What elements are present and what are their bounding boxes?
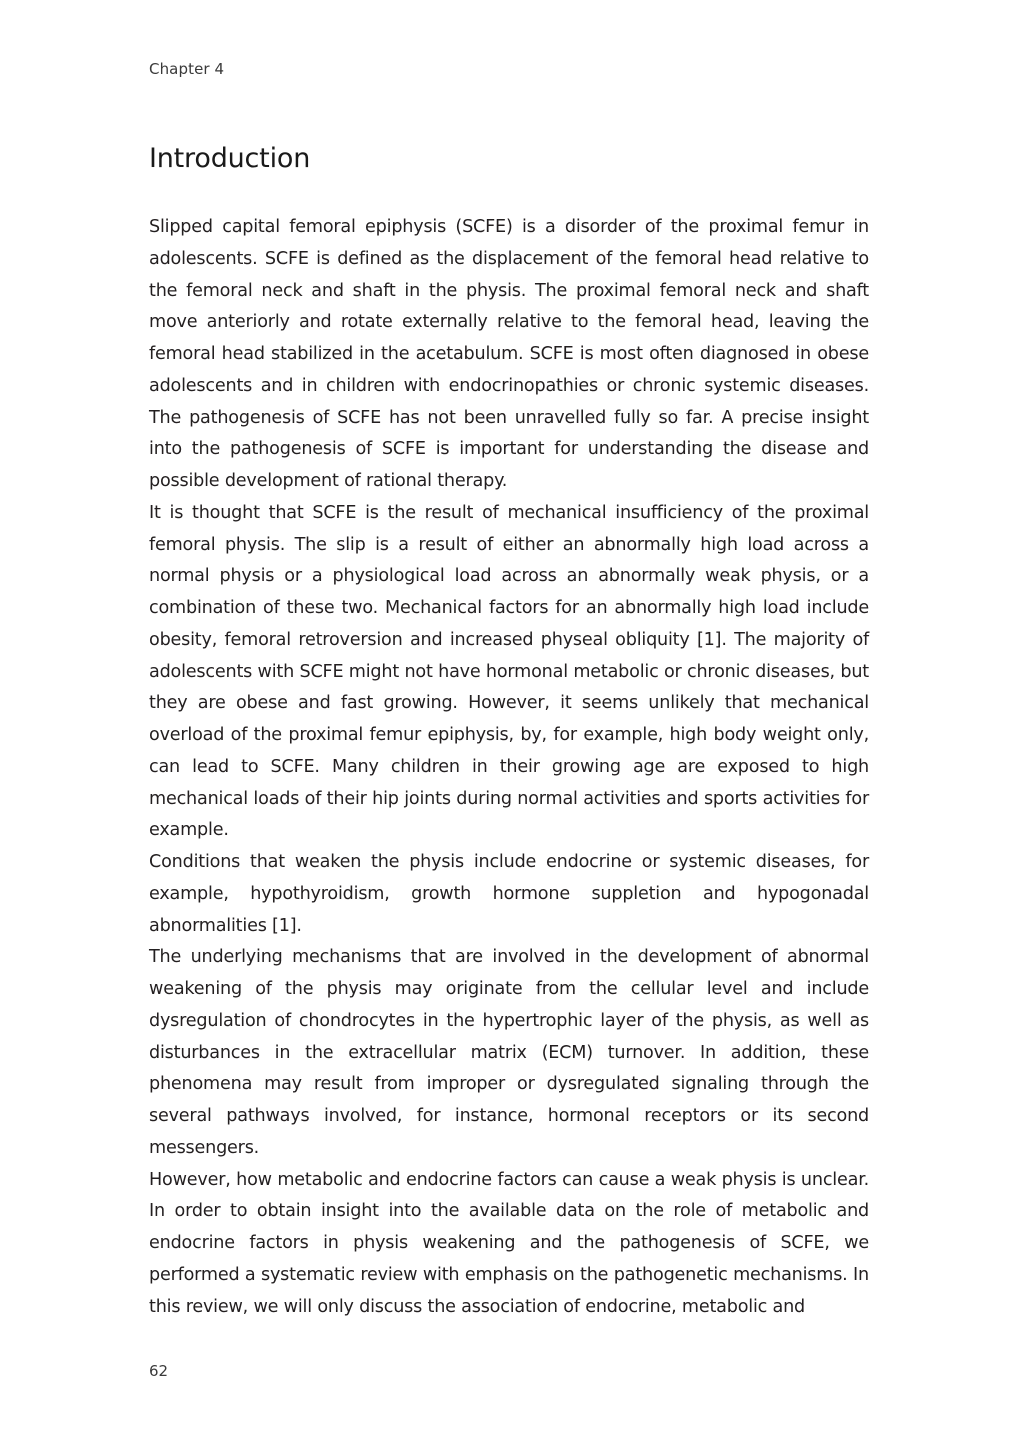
running-header: Chapter 4: [149, 60, 225, 78]
paragraph: The underlying mechanisms that are involved in the development of abnormal weakening of the physis may originate from the cellular level and include dysregulation of chondrocytes in the hypertrophic layer of the physis, as well as disturbances in the extracellular matrix (ECM) turnover. In addition, these phenomena may result from improper or dysregulated signaling through the several pathways involved, for instance, hormonal receptors or its second messengers.: [149, 947, 869, 1158]
page-number: 62: [149, 1362, 169, 1380]
paragraph: However, how metabolic and endocrine factors can cause a weak physis is unclear. In order to obtain insight into the available data on the role of metabolic and endocrine factors in physis weakening and the pathogenesis of SCFE, we performed a systematic review with emphasis on the pathogenetic mechanisms. In this review, we will only discuss the association of endocrine, metabolic and: [149, 1169, 869, 1317]
paragraph: Slipped capital femoral epiphysis (SCFE) is a disorder of the proximal femur in adolescents. SCFE is defined as the displacement of the femoral head relative to the femoral neck and shaft in the physis. The proximal femoral neck and shaft move anteriorly and rotate externally relative to the femoral head, leaving the femoral head stabilized in the acetabulum. SCFE is most often diagnosed in obese adolescents and in children with endocrinopathies or chronic systemic diseases. The pathogenesis of SCFE has not been unravelled fully so far. A precise insight into the pathogenesis of SCFE is important for understanding the disease and possible development of rational therapy.: [149, 217, 869, 491]
body-text: [149, 212, 869, 1323]
paragraph: Conditions that weaken the physis include endocrine or systemic diseases, for example, hypothyroidism, growth hormone suppletion and hypogonadal abnormalities [1].: [149, 852, 869, 936]
section-title: Introduction: [149, 143, 311, 174]
paragraph: It is thought that SCFE is the result of mechanical insufficiency of the proximal femoral physis. The slip is a result of either an abnormally high load across a normal physis or a physiological load across an abnormally weak physis, or a combination of these two. Mechanical factors for an abnormally high load include obesity, femoral retroversion and increased physeal obliquity [1]. The majority of adolescents with SCFE might not have hormonal metabolic or chronic diseases, but they are obese and fast growing. However, it seems unlikely that mechanical overload of the proximal femur epiphysis, by, for example, high body weight only, can lead to SCFE. Many children in their growing age are exposed to high mechanical loads of their hip joints during normal activities and sports activities for example.: [149, 502, 869, 841]
